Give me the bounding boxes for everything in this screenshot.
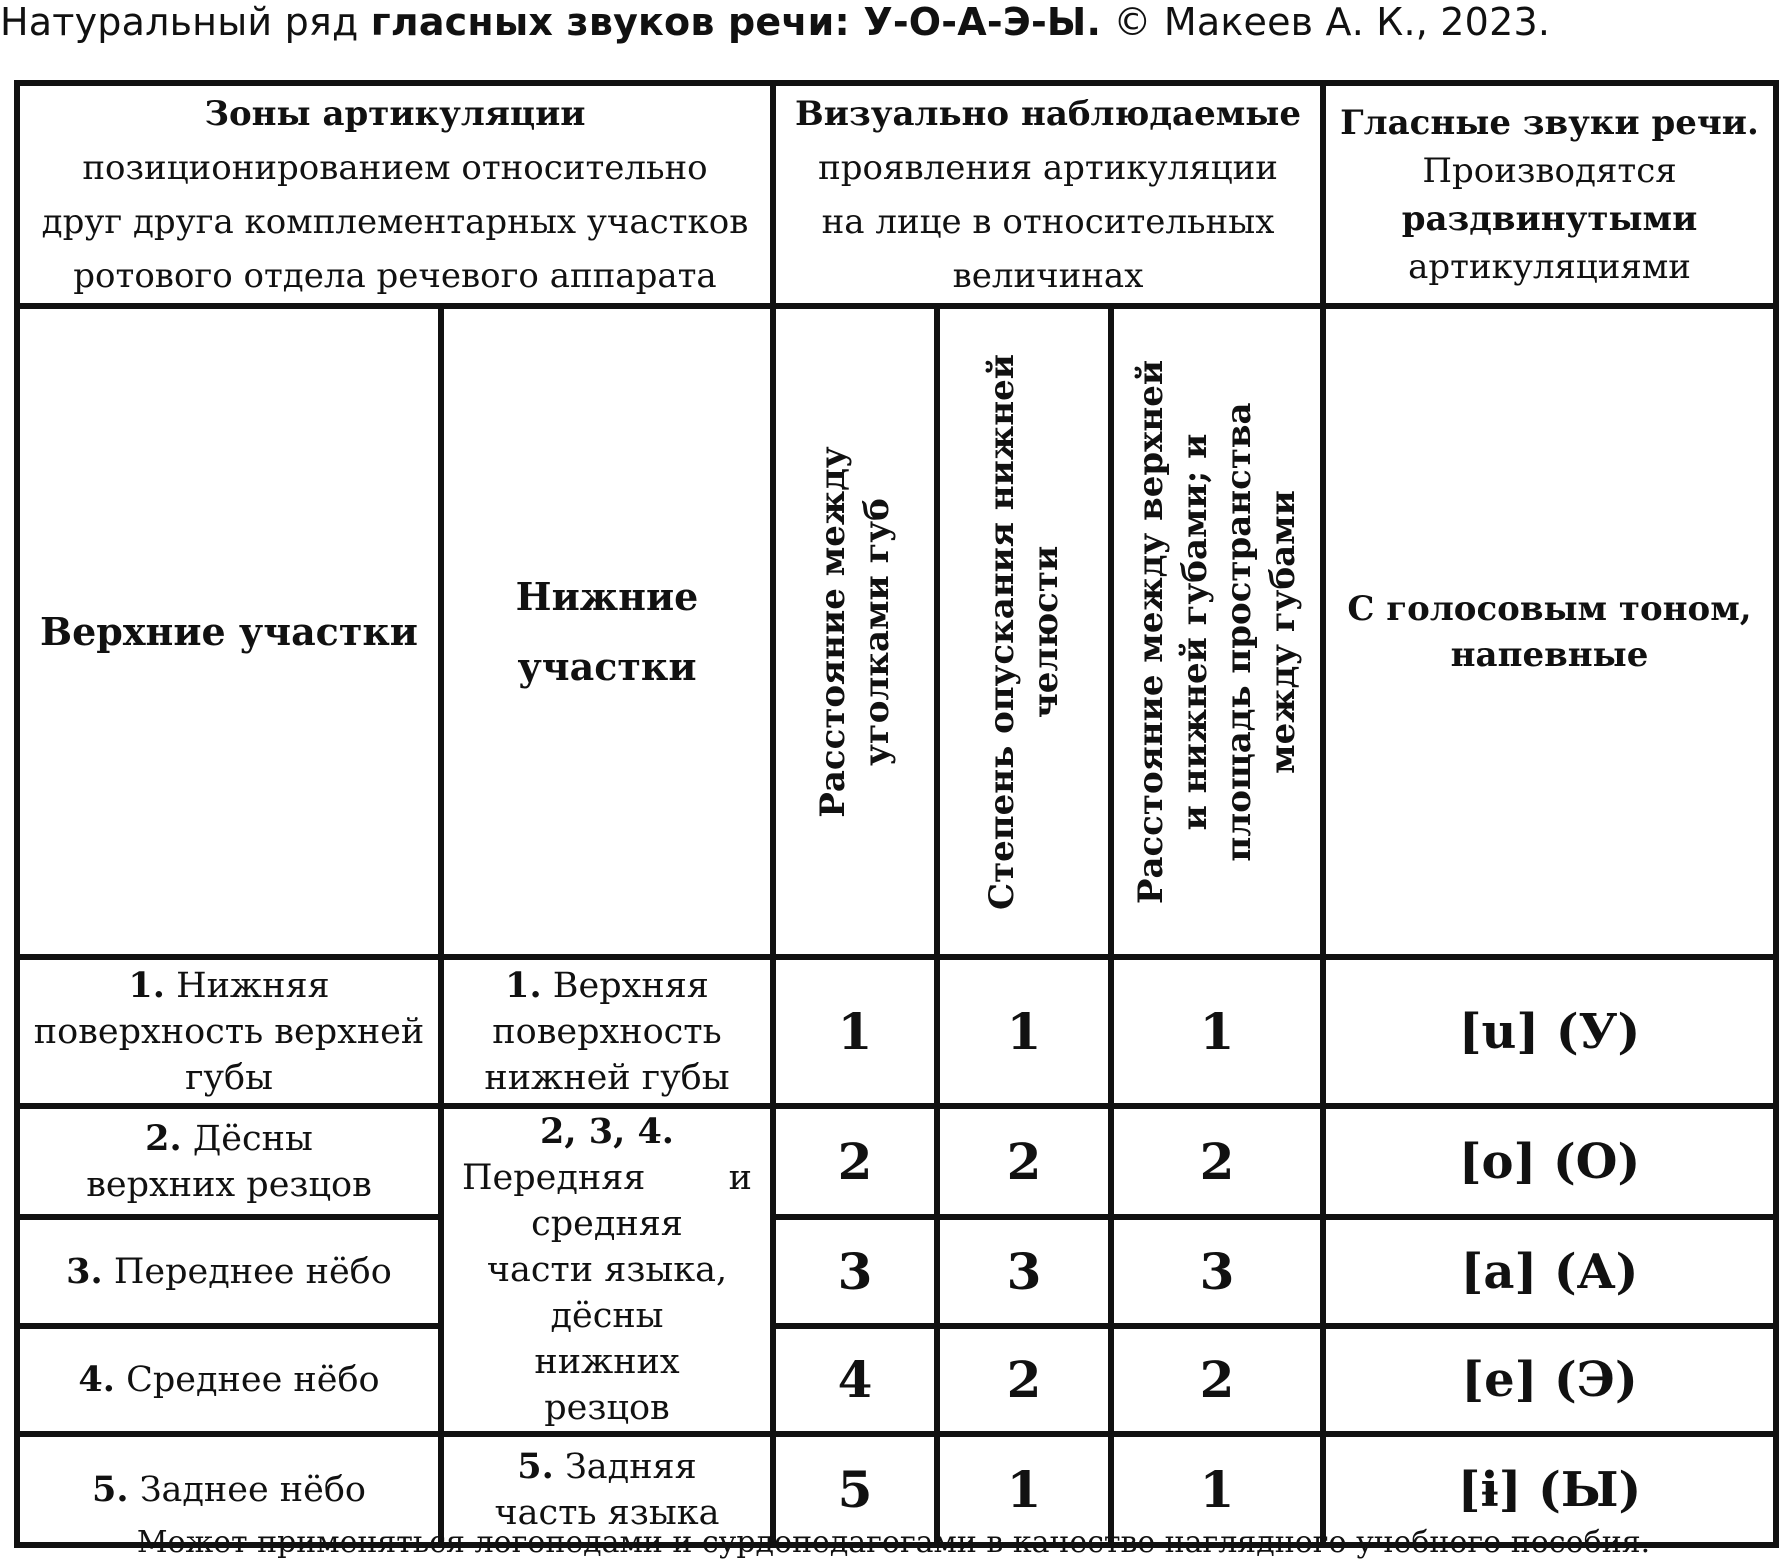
upper-area-cell xyxy=(17,1217,441,1325)
header-visual-title: Визуально наблюдаемые xyxy=(795,93,1301,134)
jaw-drop-value: 2 xyxy=(937,1106,1111,1217)
upper-area-number: 5. xyxy=(92,1468,129,1510)
upper-areas-label: Верхние участки xyxy=(40,608,418,654)
header-visual-line: проявления артикуляции xyxy=(818,147,1278,188)
vowel-sound: [a] (А) xyxy=(1323,1217,1776,1325)
lower-areas-header xyxy=(441,306,773,957)
upper-area-text: Дёсны верхних резцов xyxy=(86,1118,372,1205)
header-zones-title: Зоны артикуляции xyxy=(204,93,586,134)
lower-area-word: и xyxy=(728,1158,752,1198)
lower-area-text: средняя части языка, дёсны нижних резцов xyxy=(486,1204,728,1428)
header-vowels-cell xyxy=(1323,83,1776,306)
lower-area-first-line xyxy=(448,1155,766,1201)
vowel-sound: [e] (Э) xyxy=(1323,1326,1776,1434)
lips-distance-value: 5 xyxy=(773,1434,937,1545)
header-vowels-bold: раздвинутыми xyxy=(1401,198,1698,239)
lips-distance-header xyxy=(773,306,937,957)
jaw-drop-value: 1 xyxy=(937,1434,1111,1545)
vowel-sound: [ɨ] (Ы) xyxy=(1323,1434,1776,1545)
jaw-drop-value: 2 xyxy=(937,1326,1111,1434)
lower-area-number: 2, 3, 4. xyxy=(540,1111,674,1152)
lower-areas-label-2: участки xyxy=(517,643,697,689)
upper-area-text: Переднее нёбо xyxy=(102,1251,392,1292)
upper-area-number: 2. xyxy=(145,1117,182,1159)
lower-area-merged-cell xyxy=(441,1106,773,1434)
upper-area-cell xyxy=(17,1106,441,1217)
jaw-drop-label: Степень опускания нижней челюсти xyxy=(982,353,1066,910)
header-zones-cell xyxy=(17,83,773,306)
vowel-sound: [o] (О) xyxy=(1323,1106,1776,1217)
header-visual-line: на лице в относительных xyxy=(821,201,1275,242)
header-zones-line: позиционированием относительно xyxy=(82,147,708,188)
table-header-row xyxy=(17,83,1776,306)
lip-gap-value: 1 xyxy=(1111,1434,1323,1545)
table-row xyxy=(17,1217,1776,1325)
jaw-drop-value: 3 xyxy=(937,1217,1111,1325)
title-suffix: © Макеев А. К., 2023. xyxy=(1101,0,1551,44)
lower-area-text: Верхняя поверхность нижней губы xyxy=(484,965,730,1098)
table-row xyxy=(17,1326,1776,1434)
lip-gap-label: Расстояние между верхней и нижней губами; и площадь пространства между губами xyxy=(1131,359,1303,904)
lips-distance-value: 3 xyxy=(773,1217,937,1325)
upper-area-number: 3. xyxy=(66,1250,103,1292)
lip-gap-value: 3 xyxy=(1111,1217,1323,1325)
header-visual-line: величинах xyxy=(952,255,1144,296)
lip-gap-value: 2 xyxy=(1111,1326,1323,1434)
upper-area-text: Среднее нёбо xyxy=(114,1359,380,1400)
jaw-drop-value: 1 xyxy=(937,957,1111,1106)
upper-area-number: 4. xyxy=(78,1358,115,1400)
upper-areas-header xyxy=(17,306,441,957)
lip-gap-header xyxy=(1111,306,1323,957)
upper-area-number: 1. xyxy=(128,964,165,1006)
title-prefix: Натуральный ряд xyxy=(0,0,371,44)
page-title xyxy=(0,0,1787,52)
table-row xyxy=(17,1106,1776,1217)
lower-area-cell xyxy=(441,957,773,1106)
upper-area-cell xyxy=(17,957,441,1106)
header-zones-line: друг друга комплементарных участков xyxy=(41,201,749,242)
lip-gap-value: 1 xyxy=(1111,957,1323,1106)
header-zones-line: ротового отдела речевого аппарата xyxy=(73,255,717,296)
upper-area-text: Нижняя поверхность верхней губы xyxy=(33,965,425,1098)
lower-area-text: Задняя часть языка xyxy=(494,1446,720,1533)
lip-gap-value: 2 xyxy=(1111,1106,1323,1217)
header-visual-cell xyxy=(773,83,1323,306)
title-bold: гласных звуков речи: У-О-А-Э-Ы. xyxy=(370,0,1102,44)
lower-area-number: 1. xyxy=(505,964,542,1006)
header-vowels-line: артикуляциями xyxy=(1408,246,1691,287)
vowel-sound: [u] (У) xyxy=(1323,957,1776,1106)
table-subheader-row xyxy=(17,306,1776,957)
voice-label: С голосовым тоном, напевные xyxy=(1347,588,1752,675)
articulation-table xyxy=(14,80,1779,1548)
lower-area-number: 5. xyxy=(517,1445,554,1487)
table-row xyxy=(17,957,1776,1106)
upper-area-text: Заднее нёбо xyxy=(128,1469,366,1510)
header-vowels-title: Гласные звуки речи. xyxy=(1340,102,1759,143)
jaw-drop-header xyxy=(937,306,1111,957)
lips-distance-value: 2 xyxy=(773,1106,937,1217)
voice-header xyxy=(1323,306,1776,957)
upper-area-cell xyxy=(17,1326,441,1434)
lips-distance-value: 1 xyxy=(773,957,937,1106)
footer-note: Может применяться логопедами и сурдопедагогами в качестве наглядного учебного пособия. xyxy=(136,1525,1651,1560)
lips-distance-value: 4 xyxy=(773,1326,937,1434)
header-vowels-line: Производятся xyxy=(1422,150,1677,191)
lower-area-word: Передняя xyxy=(462,1158,646,1198)
lips-distance-label: Расстояние между уголками губ xyxy=(813,445,897,818)
lower-areas-label-1: Нижние xyxy=(515,573,699,619)
